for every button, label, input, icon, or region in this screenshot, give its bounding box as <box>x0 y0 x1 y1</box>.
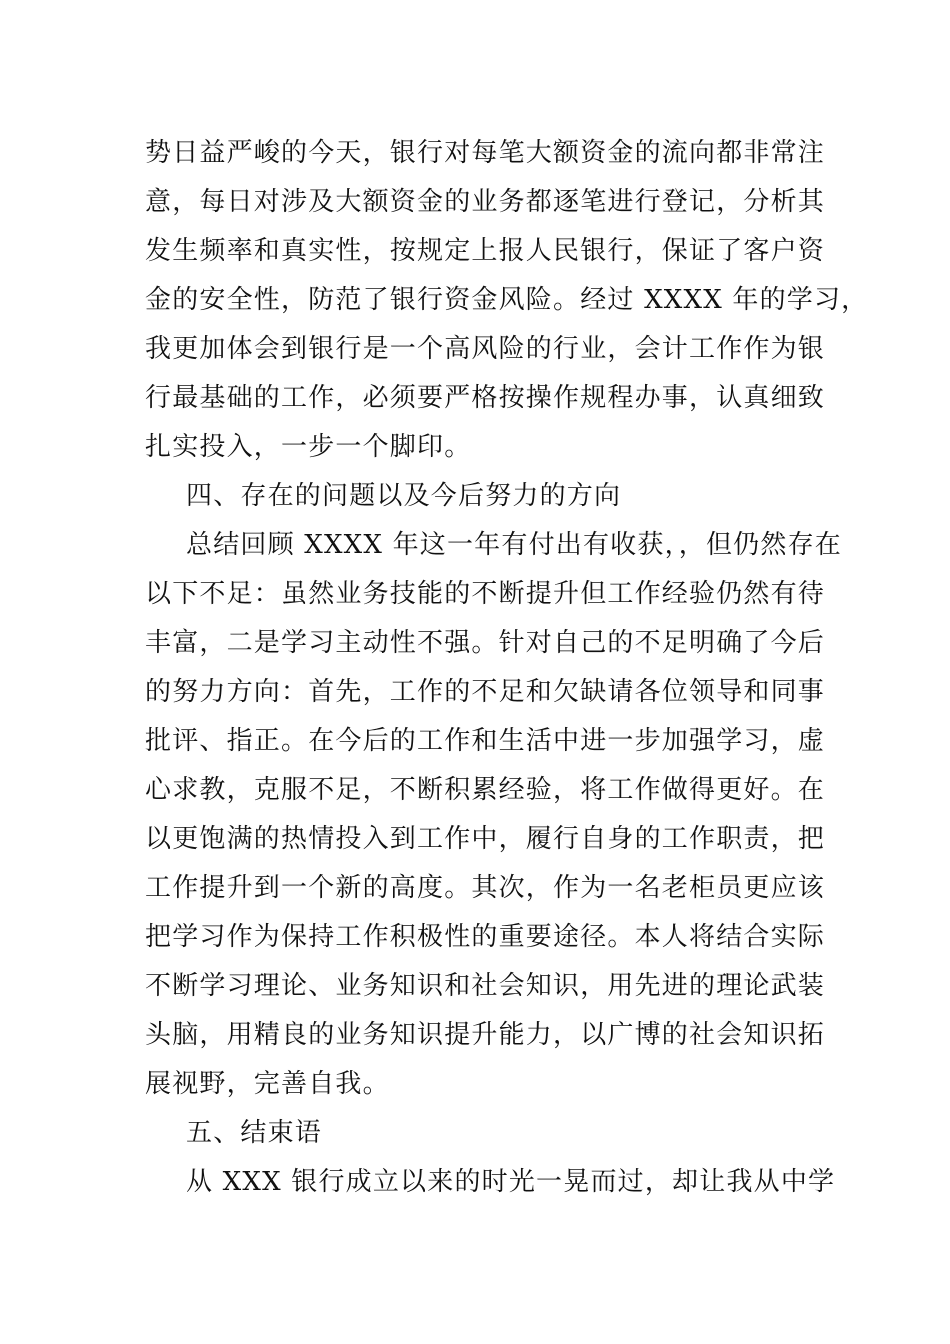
paragraph-line: 势日益严峻的今天，银行对每笔大额资金的流向都非常注 <box>145 138 826 168</box>
paragraph-line: 我更加体会到银行是一个高风险的行业，会计工作作为银 <box>145 334 826 364</box>
paragraph-line: 不断学习理论、业务知识和社会知识，用先进的理论武装 <box>145 971 826 1001</box>
paragraph-line: 扎实投入，一步一个脚印。 <box>145 432 472 462</box>
paragraph-line: 工作提升到一个新的高度。其次，作为一名老柜员更应该 <box>145 873 826 903</box>
section-heading: 五、结束语 <box>186 1118 323 1148</box>
paragraph-line: 头脑，用精良的业务知识提升能力，以广博的社会知识拓 <box>145 1020 826 1050</box>
paragraph-line: 以更饱满的热情投入到工作中，履行自身的工作职责，把 <box>145 824 826 854</box>
paragraph-line: 展视野，完善自我。 <box>145 1069 390 1099</box>
paragraph-line: 金的安全性，防范了银行资金风险。经过 XXXX 年的学习， <box>145 285 869 315</box>
paragraph-line: 的努力方向：首先，工作的不足和欠缺请各位领导和同事 <box>145 677 826 707</box>
paragraph-line: 从 XXX 银行成立以来的时光一晃而过，却让我从中学 <box>186 1167 836 1197</box>
paragraph-line: 丰富，二是学习主动性不强。针对自己的不足明确了今后 <box>145 628 826 658</box>
paragraph-line: 把学习作为保持工作积极性的重要途径。本人将结合实际 <box>145 922 826 952</box>
paragraph-line: 意，每日对涉及大额资金的业务都逐笔进行登记，分析其 <box>145 187 826 217</box>
paragraph-line: 总结回顾 XXXX 年这一年有付出有收获，，但仍然存在 <box>186 530 842 560</box>
paragraph-line: 行最基础的工作，必须要严格按操作规程办事，认真细致 <box>145 383 826 413</box>
paragraph-line: 发生频率和真实性，按规定上报人民银行，保证了客户资 <box>145 236 826 266</box>
paragraph-line: 批评、指正。在今后的工作和生活中进一步加强学习，虚 <box>145 726 826 756</box>
section-heading: 四、存在的问题以及今后努力的方向 <box>186 481 622 511</box>
paragraph-line: 以下不足：虽然业务技能的不断提升但工作经验仍然有待 <box>145 579 826 609</box>
paragraph-line: 心求教，克服不足，不断积累经验，将工作做得更好。在 <box>145 775 826 805</box>
